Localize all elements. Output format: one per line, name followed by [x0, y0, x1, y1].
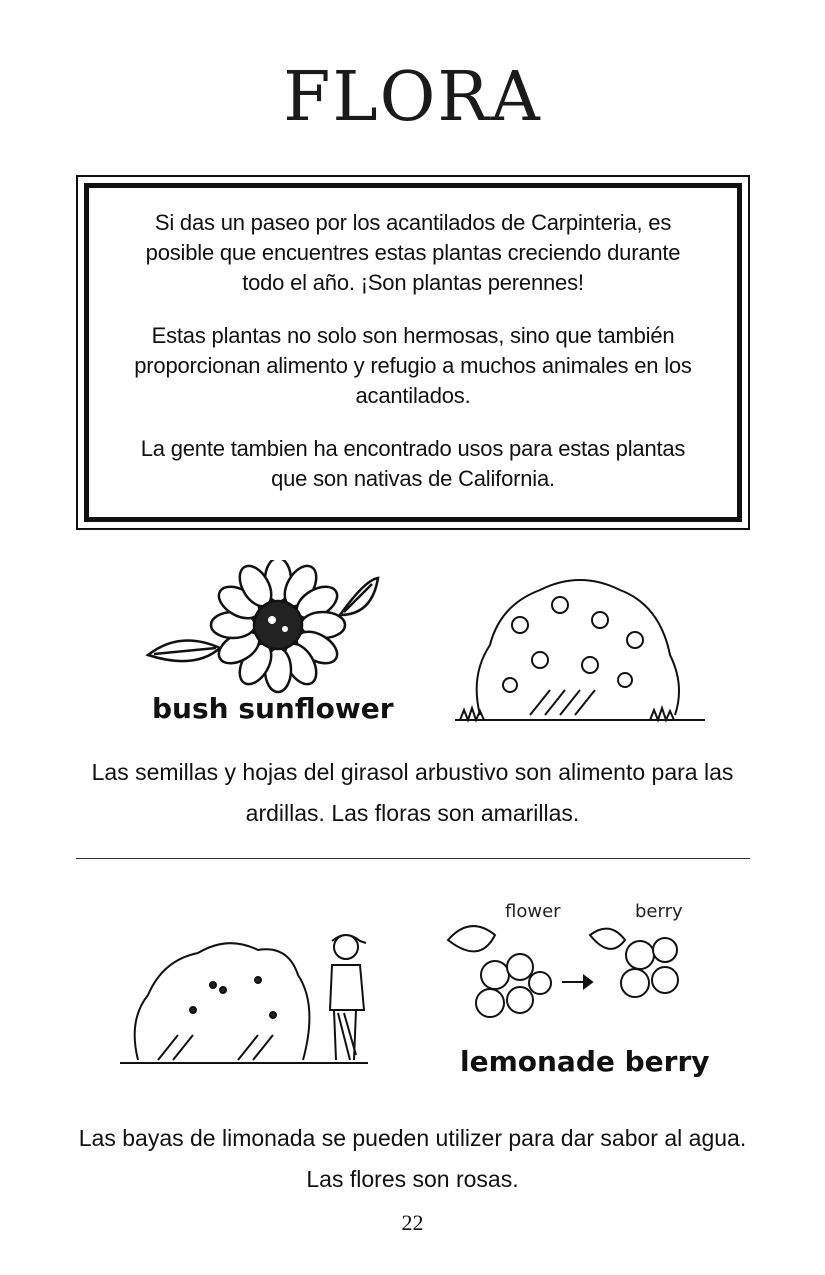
lemonade-berry-illustration [440, 895, 710, 1085]
sunflower-shrub-illustration [450, 565, 710, 730]
intro-paragraph-3: La gente tambien ha encontrado usos para estas plantas que son nativas de California. [140, 436, 686, 491]
sunflower-caption-line-1: Las semillas y hojas del girasol arbustivo son alimento para las [91, 759, 734, 785]
section-divider [76, 858, 750, 859]
intro-box [76, 175, 750, 530]
lemonade-label: lemonade berry [460, 1045, 710, 1078]
lemonade-caption-line-2: Las flores son rosas. [306, 1166, 519, 1192]
page-number: 22 [401, 1210, 424, 1235]
berry-label: berry [635, 901, 683, 922]
sunflower-flower-illustration [140, 560, 430, 730]
sunflower-caption-line-2: ardillas. Las floras son amarillas. [245, 800, 580, 826]
intro-box-inner [84, 183, 742, 522]
page-title: FLORA [283, 58, 542, 137]
lemonade-shrub-illustration [118, 925, 388, 1070]
lemonade-caption-line-1: Las bayas de limonada se pueden utilizer para dar sabor al agua. [78, 1125, 747, 1151]
intro-paragraph-2: Estas plantas no solo son hermosas, sino que también proporcionan alimento y refugio a muchos animales en los acantilados. [134, 323, 692, 408]
sunflower-label: bush sunflower [152, 692, 394, 725]
intro-paragraph-1: Si das un paseo por los acantilados de Carpinteria, es posible que encuentres estas plantas creciendo durante todo el año. ¡Son plantas perennes! [145, 210, 681, 295]
flower-label: flower [505, 901, 561, 922]
